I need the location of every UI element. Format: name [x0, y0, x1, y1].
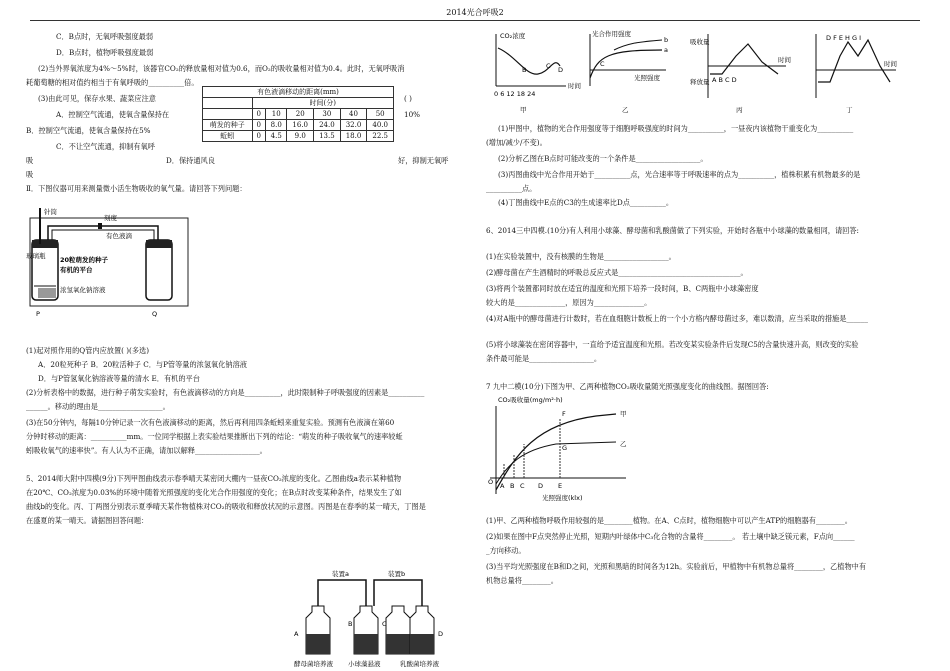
label-ylab: CO₂吸收量(mg/m²·h) — [498, 396, 563, 404]
label-q: Q — [152, 310, 158, 318]
g-question-1-cont: (增加/减少/不变)。 — [486, 138, 547, 147]
label-jia-7: 甲 — [620, 410, 627, 418]
co2-absorption-graph — [486, 394, 646, 504]
label-yi-7: 乙 — [620, 440, 627, 448]
label-jia: 甲 — [520, 106, 527, 114]
question-3-paren: ( ) — [404, 94, 412, 103]
label-b: B — [348, 620, 353, 628]
four-graphs-figure — [486, 26, 926, 118]
question-6: 6、2014三中四模.(10分)有人利用小球藻、酵母菌和乳酸菌做了下列实验，开始时各瓶中小球藻的数量相同，请回答: — [486, 226, 859, 235]
data-table — [202, 86, 394, 142]
question-5-line2: 在20℃、CO₂浓度为0.03%的环境中随着光照强度的变化光合作用强度的变化；在B点时改变某种条件，结果发生了如 — [26, 488, 402, 497]
bottle-c — [386, 606, 410, 654]
question-6-1: (1)在实验装置中，没有核膜的生物是__________________。 — [486, 252, 676, 261]
label-device-a: 装置a — [332, 570, 349, 578]
caption-algae: 小球藻悬液 — [348, 660, 381, 668]
label-c: C — [382, 620, 387, 628]
table-corner — [203, 98, 253, 109]
table-row: 蚯蚓 0 4.5 9.0 13.5 18.0 22.5 — [203, 131, 394, 142]
svg-text:C: C — [600, 60, 605, 68]
question-5-line4: 在盛夏的某一晴天。请据图回答问题： — [26, 516, 149, 525]
bottle-b — [354, 606, 378, 654]
option-3d: D．保持通风良 — [166, 156, 215, 165]
sub-question-1-options: A．20粒死种子 B．20粒活种子 C．与P管等量的浓氢氧化钠溶液 — [38, 360, 247, 369]
option-c: C．B点时，无氧呼吸强度最弱 — [56, 32, 154, 41]
svg-text:C: C — [520, 482, 525, 490]
question-5: 5、2014师大附中四模(9分)下列甲图曲线表示春季晴天某密闭大棚内一昼夜CO₂浓度的变化。乙图曲线a表示某种植物 — [26, 474, 402, 483]
table-row: 萌发的种子 0 8.0 16.0 24.0 32.0 40.0 — [203, 120, 394, 131]
option-d: D．B点时，植物呼吸强度最弱 — [56, 48, 154, 57]
option-3c-cont: 吸 — [26, 156, 34, 165]
sub-question-3-cont: 分钟时移动的距离：__________mm。一位同学根据上表实验结果推断出下列的结论：“萌发的种子吸收氧气的速率较蚯 — [26, 432, 403, 441]
svg-text:C: C — [546, 62, 551, 70]
option-3a-pct: 10% — [404, 110, 420, 119]
graph-bing — [690, 34, 792, 114]
svg-text:B: B — [510, 482, 515, 490]
label-yi: 乙 — [622, 106, 629, 114]
page-header: 2014光合呼吸2 — [30, 8, 920, 21]
question-7-3: (3)当平均光照强度在B和D之间，光照和黑暗的时间各为12h。实验前后，甲植物中有机物总量将________，乙植物中有 — [486, 562, 867, 571]
g-question-3: (3)丙图曲线中光合作用开始于__________点，光合速率等于呼吸速率的点为__________，植株积累有机物最多的是 — [498, 170, 861, 179]
label-bing: 丙 — [736, 106, 743, 114]
label-bottle: 玻璃瓶 — [26, 252, 46, 260]
svg-text:A B C D: A B C D — [712, 76, 737, 84]
sub-question-1-options2: D．与P管氢氧化钠溶液等量的清水 E．有机的平台 — [38, 374, 200, 383]
question-6-2: (2)酵母菌在产生酒精时的呼吸总反应式是__________________________________。 — [486, 268, 748, 277]
caption-lactic: 乳酸菌培养液 — [400, 660, 439, 668]
table-row: 0 10 20 30 40 50 — [203, 109, 394, 120]
option-3a: A．控制空气流通，使氧含量保持在 — [56, 110, 170, 119]
svg-text:F: F — [562, 410, 566, 418]
svg-text:O: O — [488, 478, 494, 486]
question-6-3: (3)将两个装置都同时放在适宜的温度和光照下培养一段时间，B、C两瓶中小球藻密度 — [486, 284, 759, 293]
sub-question-2: (2)分析表格中的数据，进行种子萌发实验时，有色液滴移动的方向是__________，此时限制种子呼吸强度的因素是__________ — [26, 388, 425, 397]
sub-question-3: (3)在50分钟内，每隔10分钟记录一次有色液滴移动的距离，然后再利用四条蚯蚓来重复实验。预测有色液滴在第60 — [26, 418, 395, 427]
label-xlab: 光照强度(klx) — [542, 494, 583, 502]
svg-text:A: A — [500, 482, 505, 490]
label-platform: 有机的平台 — [60, 266, 93, 274]
label-a: A — [294, 630, 299, 638]
label-light: 光照强度 — [634, 74, 660, 82]
graph-yi — [590, 29, 668, 114]
svg-text:B: B — [522, 66, 527, 74]
label-release: 释放量 — [690, 78, 710, 86]
respirometer-figure — [26, 204, 191, 324]
bottles-figure — [288, 566, 458, 668]
table-time-label: 时间(分) — [252, 98, 393, 109]
option-3d-cont2: 吸 — [26, 170, 34, 179]
section-2-title: Ⅱ．下图仪器可用来测量微小活生物吸收的氧气量。请回答下列问题： — [26, 184, 247, 193]
label-time-3: 时间 — [778, 56, 791, 64]
question-6-3-cont: 较大的是______________，原因为______________。 — [486, 298, 652, 307]
label-ps: 光合作用强度 — [592, 30, 631, 38]
label-co2: CO₂浓度 — [500, 32, 526, 40]
svg-text:G: G — [562, 444, 568, 452]
label-absorb: 吸收量 — [690, 38, 710, 46]
svg-text:E: E — [558, 482, 563, 490]
sub-question-3-cont2: 蚓吸收氧气的速率快”。有人认为不正确，请加以解释__________________。 — [26, 446, 267, 455]
question-6-5-cont: 条件最可能是__________________。 — [486, 354, 602, 363]
g-question-1: (1)甲图中，植物的光合作用强度等于细胞呼吸强度的时间为__________，一昼夜内该植物干重变化为__________ — [498, 124, 854, 133]
label-seed: 20粒萌发的种子 — [60, 256, 109, 264]
question-3: (3)由此可见，保存水果、蔬菜应注意 — [38, 94, 156, 103]
label-drop: 有色液滴 — [106, 232, 132, 240]
sub-question-1: (1)起对照作用的Q管内应放置( )(多选) — [26, 346, 150, 355]
svg-text:b: b — [664, 36, 669, 44]
g-question-3-cont: __________点。 — [486, 184, 537, 193]
question-7-3-cont: 机物总量将________。 — [486, 576, 558, 585]
svg-text:D: D — [558, 66, 564, 74]
graph-ding — [816, 34, 898, 114]
label-time-ticks: 0 6 12 18 24 — [494, 90, 536, 98]
label-p: P — [36, 310, 40, 318]
svg-text:D F E H G I: D F E H G I — [826, 34, 862, 42]
g-question-2: (2)分析乙图在B点时可能改变的一个条件是__________________。 — [498, 154, 708, 163]
graph-jia — [494, 31, 582, 114]
question-6-4: (4)对A瓶中的酵母菌进行计数时，若在血细胞计数板上的一个小方格内酵母菌过多，难以数清，应当采取的措施是______ — [486, 314, 868, 323]
question-7-2: (2)如果在图中F点突然停止光照，短期内叶绿体中C₃化合物的含量将________。 若土壤中缺乏镁元素，F点向______ — [486, 532, 855, 541]
label-scale: 刻度 — [104, 214, 117, 222]
g-question-4: (4)丁图曲线中E点的C3的生成速率比D点__________。 — [498, 198, 674, 207]
option-3d-cont: 好，抑制无氧呼 — [398, 156, 449, 165]
question-7-2-cont: _方向移动。 — [486, 546, 526, 555]
label-naoh: 浓氢氧化钠溶液 — [60, 286, 106, 294]
question-2-line2: 耗葡萄糖的相对值约相当于有氧呼吸的__________倍。 — [26, 78, 199, 87]
table-title: 有色液滴移动的距离(mm) — [203, 87, 394, 98]
question-7: 7 九中二模(10分)下图为甲、乙两种植物CO₂吸收量随光照强度变化的曲线图。据图回答: — [486, 382, 769, 391]
question-7-1: (1)甲、乙两种植物呼吸作用较强的是________植物。在A、C点时，植物细胞中可以产生ATP的细胞器有________。 — [486, 516, 852, 525]
sub-question-2-cont: ______。移动的理由是__________________。 — [26, 402, 170, 411]
label-time-1: 时间 — [568, 82, 581, 90]
label-d: D — [438, 630, 444, 638]
caption-yeast: 酵母菌培养液 — [294, 660, 333, 668]
label-device-b: 装置b — [388, 570, 406, 578]
label-ding: 丁 — [846, 106, 853, 114]
question-2-line1: (2)当外界氧浓度为4%～5%时，该器官CO₂的释放量相对值为0.6，而O₂的吸收量相对值为0.4。此时，无氧呼吸消 — [38, 64, 405, 73]
option-3b: B．控制空气流通，使氧含量保持在5% — [26, 126, 151, 135]
svg-text:a: a — [664, 46, 668, 54]
bottle-a — [306, 606, 330, 654]
option-3c: C．不让空气流通，抑制有氧呼 — [56, 142, 155, 151]
svg-text:D: D — [538, 482, 544, 490]
question-6-5: (5)将小球藻装在密闭容器中，一直给予适宜温度和光照。若改变某实验条件后发现C5的含量快速升高，则改变的实验 — [486, 340, 859, 349]
bottle-d — [410, 606, 434, 654]
label-needle: 针筒 — [44, 208, 57, 216]
question-5-line3: 曲线b的变化。丙、丁两图分别表示夏季晴天某作物植株对CO₂的吸收和释放状况的示意图。丙图是在春季的某一晴天，丁图是 — [26, 502, 426, 511]
label-time-4: 时间 — [884, 60, 897, 68]
